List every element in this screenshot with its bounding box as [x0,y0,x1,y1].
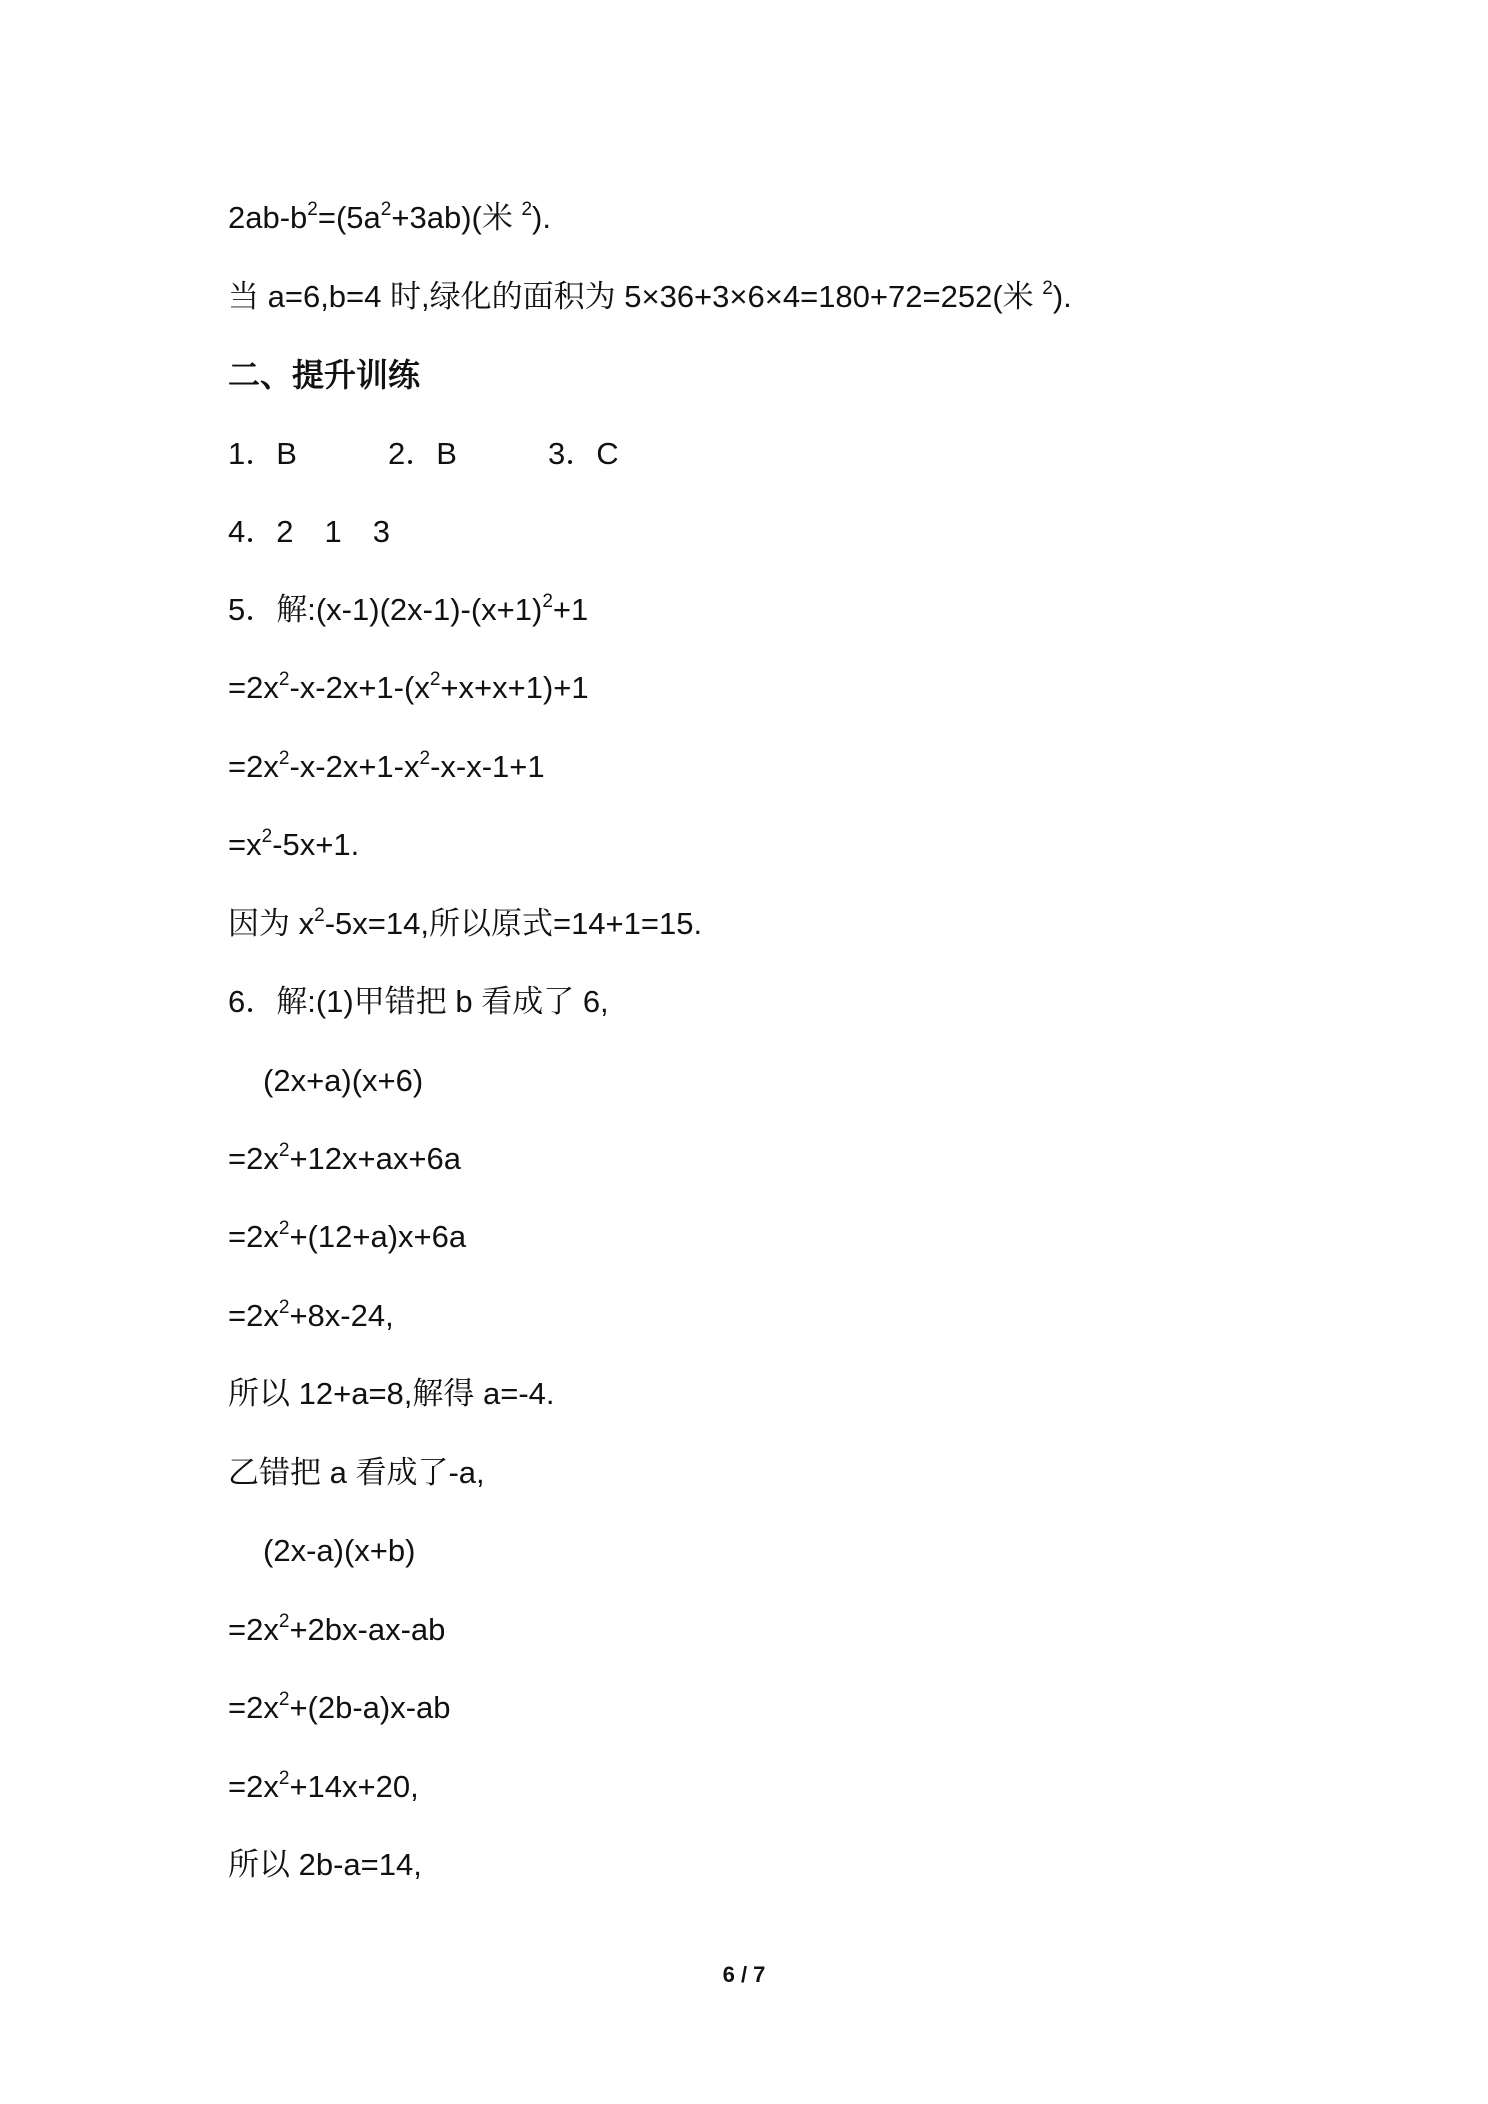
q6-line-1: 6．解:(1)甲错把 b 看成了 6, [228,984,609,1019]
q6-line-6: 所以 12+a=8,解得 a=-4. [228,1376,555,1411]
text-line-area-formula: $2ab-b^2=(5a^2+3ab)$(米 $^2$). [228,199,551,235]
q6-line-3: $=2x^2+12x+ax+6a$ [228,1140,461,1176]
q6-line-8: (2x-a)(x+b) [263,1533,416,1568]
answers-row-2: 4．2 1 3 [228,514,390,549]
q5-line-1: 5．解$:(x-1)(2x-1)-(x+1)^2+1$ [228,591,589,627]
section-heading: 二、提升训练 [228,357,421,393]
q5-line-2: $=2x^2-x-2x+1-(x^2+x+x+1)+1$ [228,669,589,705]
q6-line-11: $=2x^2+14x+20$, [228,1768,419,1804]
q6-line-10: $=2x^2+(2b-a)x-ab$ [228,1689,451,1725]
q6-line-12: 所以 2b-a=14, [228,1847,422,1882]
q5-line-5: 因为 $x^2-5x=14$,所以原式=14+1=15. [228,905,703,941]
answers-row-1: 1．B 2．B 3．C [228,436,619,471]
q6-line-4: $=2x^2+(12+a)x+6a$ [228,1218,467,1254]
q6-line-9: $=2x^2+2bx-ax-ab$ [228,1611,446,1647]
q5-line-3: $=2x^2-x-2x+1-x^2-x-x-1+1$ [228,748,545,784]
q6-line-2: (2x+a)(x+6) [263,1063,424,1098]
q6-line-7: 乙错把 a 看成了-a, [228,1455,485,1490]
page-number: 6 / 7 [722,1962,766,1987]
text-line-area-value: 当 a=6,b=4 时,绿化的面积为 5×36+3×6×4=180+72=252(米 $^2$). [228,278,1072,314]
q6-line-5: $=2x^2+8x-24$, [228,1297,394,1333]
q5-line-4: $=x^2-5x+1$. [228,826,360,862]
